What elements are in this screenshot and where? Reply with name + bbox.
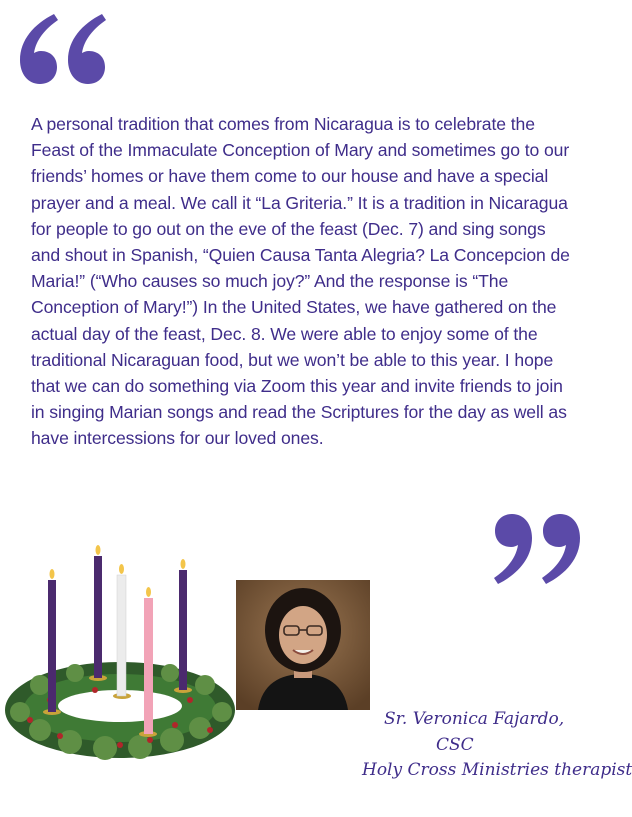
signature-order: CSC [436,735,474,755]
open-quote-icon [14,10,114,90]
advent-wreath-image [0,540,245,780]
portrait-photo [236,580,370,710]
signature-role: Holy Cross Ministries therapist [362,760,632,780]
quote-text: A personal tradition that comes from Nicaragua is to celebrate the Feast of the Immaculate Conception of Mary and sometimes go to our friends’ homes or have them come to our house and have a special prayer and a meal. We call it “La Griteria.” It is a tradition in Nicaragua for people to go out on the eve of the feast (Dec. 7) and sing songs and shout in Spanish, “Quien Causa Tanta Alegria? La Concepcion de Maria!” (“Who causes so much joy?” And the response is “The Conception of Mary!”) In the United States, we have gathered on the actual day of the feast, Dec. 8. We were able to enjoy some of the traditional Nicaraguan food, but we won’t be able to this year. I hope that we can do something via Zoom this year and invite friends to join in singing Marian songs and read the Scriptures for the day as well as have intercessions for our loved ones. [31,114,570,449]
close-quote-icon [486,508,586,588]
signature-name: Sr. Veronica Fajardo, [384,709,565,729]
